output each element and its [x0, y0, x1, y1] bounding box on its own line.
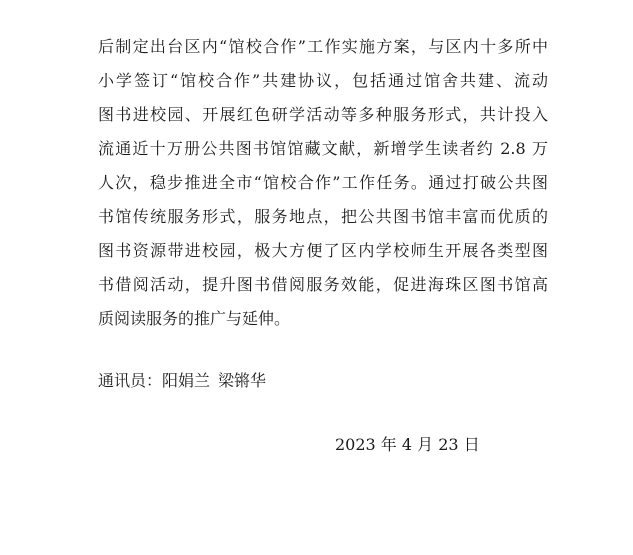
correspondent-name: 阳娟兰 [162, 371, 211, 390]
body-line: 人次，稳步推进全市“馆校合作”工作任务。通过打破公共图 [98, 173, 548, 192]
body-line: 小学签订“馆校合作”共建协议，包括通过馆舍共建、流动 [98, 71, 548, 90]
correspondent-credit [98, 364, 266, 398]
publication-date: 2023 年 4 月 23 日 [335, 435, 480, 454]
correspondent-name: 梁锵华 [218, 371, 267, 390]
body-line: 质阅读服务的推广与延伸。 [98, 309, 291, 328]
body-line: 图书资源带进校园，极大方便了区内学校师生开展各类型图 [98, 241, 548, 260]
body-line: 后制定出台区内“馆校合作”工作实施方案，与区内十多所中 [98, 37, 548, 56]
body-line: 书馆传统服务形式，服务地点，把公共图书馆丰富而优质的 [98, 207, 548, 226]
body-line: 图书进校园、开展红色研学活动等多种服务形式，共计投入 [98, 105, 548, 124]
body-paragraph [98, 30, 548, 336]
correspondent-label: 通讯员： [98, 371, 163, 390]
body-line: 流通近十万册公共图书馆馆藏文献，新增学生读者约 2.8 万 [98, 139, 548, 158]
body-line: 书借阅活动，提升图书借阅服务效能，促进海珠区图书馆高 [98, 275, 548, 294]
